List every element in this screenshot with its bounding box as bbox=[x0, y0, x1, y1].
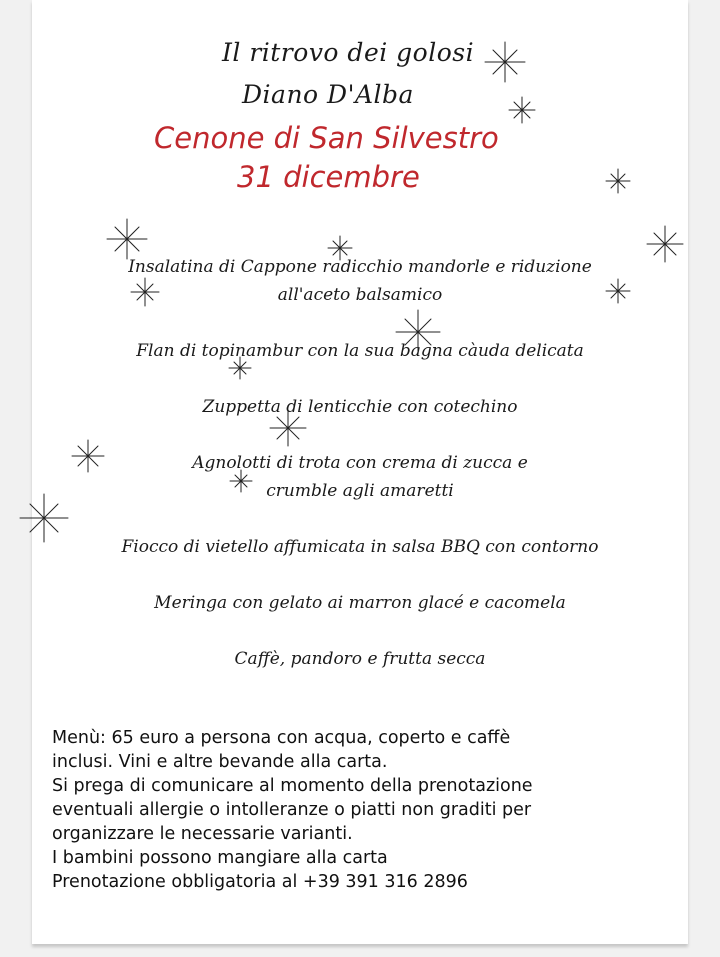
dish-6-line-1: Meringa con gelato ai marron glacé e cacomela bbox=[154, 593, 566, 613]
dish-2 bbox=[32, 336, 688, 366]
info-line-children: I bambini possono mangiare alla carta bbox=[52, 848, 388, 868]
dish-7-line-1: Caffè, pandoro e frutta secca bbox=[234, 649, 486, 669]
menu-page bbox=[32, 0, 688, 944]
restaurant-location: Diano D'Alba bbox=[242, 80, 414, 109]
info-line-allergies-2: eventuali allergie o intolleranze o piatti non graditi per bbox=[52, 800, 532, 820]
dish-2-line-1: Flan di topinambur con la sua bagna càuda delicata bbox=[136, 341, 584, 361]
dish-1-line-2: all'aceto balsamico bbox=[277, 285, 443, 305]
dish-1-line-1: Insalatina di Cappone radicchio mandorle e riduzione bbox=[128, 257, 592, 277]
dish-4 bbox=[32, 448, 688, 506]
info-line-allergies-3: organizzare le necessarie varianti. bbox=[52, 824, 353, 844]
info-line-drinks: inclusi. Vini e altre bevande alla carta. bbox=[52, 752, 388, 772]
dish-7 bbox=[32, 644, 688, 674]
dish-4-line-2: crumble agli amaretti bbox=[266, 481, 454, 501]
restaurant-name: Il ritrovo dei golosi bbox=[222, 38, 475, 67]
dish-3-line-1: Zuppetta di lenticchie con cotechino bbox=[202, 397, 518, 417]
info-line-booking: Prenotazione obbligatoria al +39 391 316 2896 bbox=[52, 872, 468, 892]
event-title: Cenone di San Silvestro bbox=[154, 121, 499, 155]
dish-3 bbox=[32, 392, 688, 422]
event-date: 31 dicembre bbox=[237, 160, 420, 194]
dish-5-line-1: Fiocco di vietello affumicata in salsa BBQ con contorno bbox=[121, 537, 599, 557]
dish-1 bbox=[32, 252, 688, 310]
info-line-allergies-1: Si prega di comunicare al momento della prenotazione bbox=[52, 776, 533, 796]
dish-5 bbox=[32, 532, 688, 562]
dish-6 bbox=[32, 588, 688, 618]
info-line-price: Menù: 65 euro a persona con acqua, coperto e caffè bbox=[52, 728, 511, 748]
menu-info bbox=[52, 726, 672, 894]
dish-4-line-1: Agnolotti di trota con crema di zucca e bbox=[192, 453, 528, 473]
